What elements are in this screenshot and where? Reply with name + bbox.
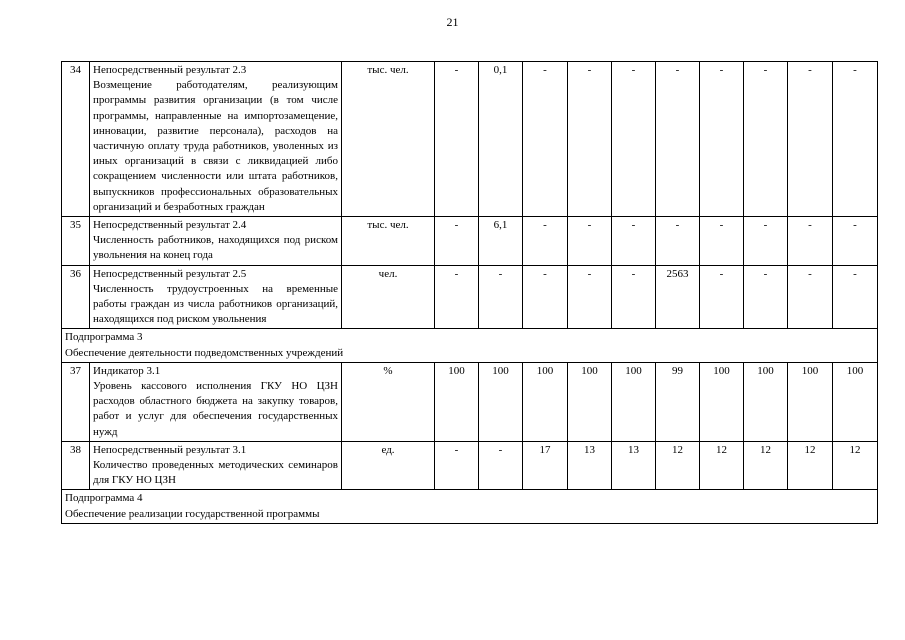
value-cell: - (435, 265, 479, 329)
value-cell: - (523, 265, 568, 329)
value-cell: 17 (523, 441, 568, 490)
row-title: Непосредственный результат 2.5 (93, 267, 247, 280)
row-unit: ед. (342, 441, 435, 490)
table-row (62, 62, 878, 217)
value-cell: - (700, 217, 744, 266)
row-text: Численность трудоустроенных на временные работы граждан из числа работников организаций, находящихся под риском увольнения (93, 282, 338, 326)
value-cell: - (833, 217, 878, 266)
value-cell: - (833, 62, 878, 217)
section-cell (62, 490, 878, 523)
row-title: Индикатор 3.1 (93, 364, 161, 377)
section-label: Подпрограмма 4 (65, 492, 143, 505)
section-title: Обеспечение деятельности подведомственных учреждений (65, 346, 344, 359)
section-label: Подпрограмма 3 (65, 331, 143, 344)
value-cell: - (700, 265, 744, 329)
value-cell: - (788, 62, 833, 217)
value-cell: 12 (744, 441, 788, 490)
row-number: 36 (62, 265, 90, 329)
value-cell: 13 (612, 441, 656, 490)
row-description (90, 265, 342, 329)
value-cell: 12 (833, 441, 878, 490)
value-cell: - (435, 441, 479, 490)
value-cell: - (612, 62, 656, 217)
value-cell: 100 (568, 362, 612, 441)
row-number: 38 (62, 441, 90, 490)
value-cell: 100 (700, 362, 744, 441)
row-text: Уровень кассового исполнения ГКУ НО ЦЗН расходов областного бюджета на закупку товаров, работ и услуг для обеспечения государственных нужд (93, 380, 338, 438)
value-cell: - (523, 62, 568, 217)
table-row (62, 217, 878, 266)
value-cell: - (744, 217, 788, 266)
value-cell: - (656, 62, 700, 217)
row-title: Непосредственный результат 2.3 (93, 64, 247, 76)
value-cell: - (612, 265, 656, 329)
row-title: Непосредственный результат 2.4 (93, 219, 247, 232)
row-number: 34 (62, 62, 90, 217)
section-cell (62, 329, 878, 362)
value-cell: - (833, 265, 878, 329)
page-number: 21 (446, 15, 459, 29)
value-cell: - (744, 265, 788, 329)
value-cell: - (523, 217, 568, 266)
row-unit: чел. (342, 265, 435, 329)
row-text: Количество проведенных методических семинаров для ГКУ НО ЦЗН (93, 459, 338, 487)
row-unit: тыс. чел. (342, 217, 435, 266)
row-description (90, 217, 342, 266)
value-cell: - (435, 62, 479, 217)
row-text: Возмещение работодателям, реализующим программы развития организации (в том числе программы, направленные на импортозамещение, инновации, развитие персонала), расходов на частичную оплату труда работников, уволенных из иных организаций в связи с ликвидацией либо сокращением численности или штата работников, выпускников профессиональных образовательных организаций и безработных граждан (93, 79, 338, 213)
value-cell: 100 (612, 362, 656, 441)
section-row (62, 490, 878, 523)
value-cell: - (788, 265, 833, 329)
value-cell: - (568, 62, 612, 217)
row-description (90, 62, 342, 217)
value-cell: 12 (788, 441, 833, 490)
row-description (90, 441, 342, 490)
row-description (90, 362, 342, 441)
value-cell: 100 (523, 362, 568, 441)
row-number: 37 (62, 362, 90, 441)
row-unit: тыс. чел. (342, 62, 435, 217)
value-cell: - (568, 217, 612, 266)
section-title: Обеспечение реализации государственной программы (65, 507, 320, 520)
table-row (62, 441, 878, 490)
value-cell: - (656, 217, 700, 266)
value-cell: - (568, 265, 612, 329)
row-unit: % (342, 362, 435, 441)
value-cell: 12 (700, 441, 744, 490)
row-title: Непосредственный результат 3.1 (93, 443, 247, 456)
value-cell: 100 (833, 362, 878, 441)
value-cell: - (700, 62, 744, 217)
value-cell: 0,1 (479, 62, 523, 217)
value-cell: - (479, 441, 523, 490)
value-cell: - (744, 62, 788, 217)
value-cell: 100 (788, 362, 833, 441)
value-cell: 99 (656, 362, 700, 441)
value-cell: 100 (435, 362, 479, 441)
value-cell: 6,1 (479, 217, 523, 266)
value-cell: 100 (479, 362, 523, 441)
value-cell: 2563 (656, 265, 700, 329)
value-cell: - (479, 265, 523, 329)
indicators-table (61, 61, 878, 524)
value-cell: - (435, 217, 479, 266)
value-cell: - (612, 217, 656, 266)
table-row (62, 362, 878, 441)
value-cell: 13 (568, 441, 612, 490)
value-cell: - (788, 217, 833, 266)
value-cell: 12 (656, 441, 700, 490)
row-text: Численность работников, находящихся под риском увольнения на конец года (93, 234, 338, 262)
table-row (62, 265, 878, 329)
row-number: 35 (62, 217, 90, 266)
section-row (62, 329, 878, 362)
value-cell: 100 (744, 362, 788, 441)
